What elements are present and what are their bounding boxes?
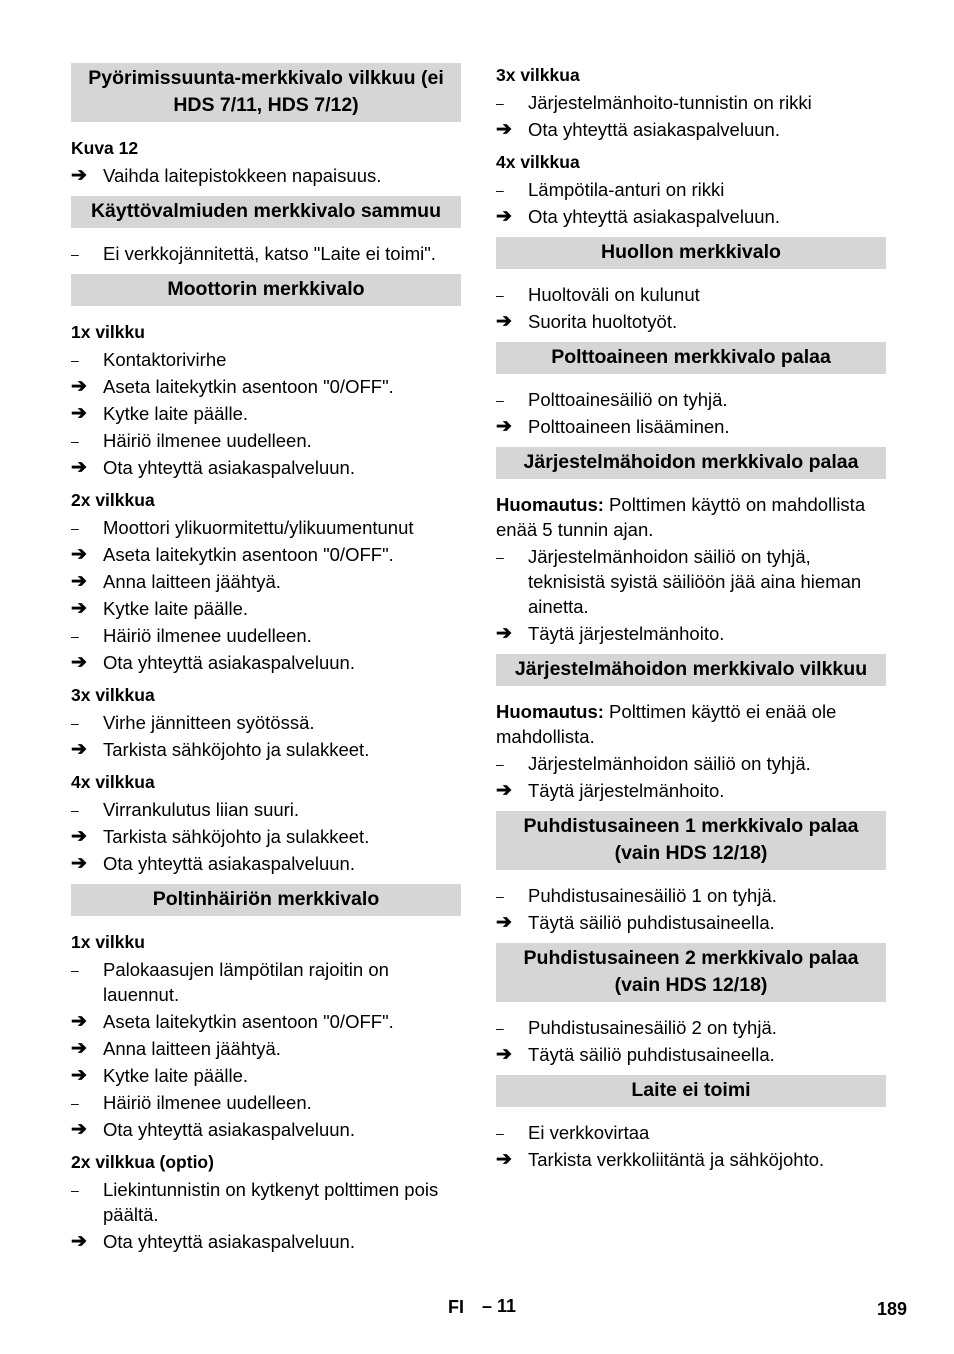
arrow-right-icon: ➔ [496,912,512,933]
arrow-right-icon: ➔ [496,1044,512,1065]
dash-icon: – [71,352,79,368]
dash-icon: – [496,888,504,904]
list-item [71,851,461,876]
section-heading: Laite ei toimi [496,1075,886,1107]
list-item-text: Kytke laite päälle. [103,403,249,424]
list-item-text: Tarkista sähköjohto ja sulakkeet. [103,739,370,760]
list-item-text: Täytä säiliö puhdistusaineella. [528,912,775,933]
list-item [71,1009,461,1034]
list-item-text: Anna laitteen jäähtyä. [103,1038,281,1059]
list-item-text: Virhe jännitteen syötössä. [103,712,315,733]
dash-icon: – [71,1095,79,1111]
section-heading: Huollon merkkivalo [496,237,886,269]
arrow-right-icon: ➔ [71,853,87,874]
arrow-right-icon: ➔ [496,206,512,227]
list-item-text: Täytä järjestelmänhoito. [528,623,725,644]
list-item [496,387,886,412]
subheading: 3x vilkkua [496,65,580,85]
list-item [496,1147,886,1172]
list-item [496,1120,886,1145]
dash-icon: – [496,1020,504,1036]
list-item [71,824,461,849]
arrow-right-icon: ➔ [71,571,87,592]
list-item [496,1015,886,1040]
list-item-text: Tarkista verkkoliitäntä ja sähköjohto. [528,1149,825,1170]
section-heading: Poltinhäiriön merkkivalo [71,884,461,916]
arrow-right-icon: ➔ [71,598,87,619]
list-item-text: Lämpötila-anturi on rikki [528,179,725,200]
list-item [496,204,886,229]
list-item-text: Vaihda laitepistokkeen napaisuus. [103,165,382,186]
list-item [71,163,461,188]
note [496,699,886,749]
section [71,63,461,188]
list-item-text: Kytke laite päälle. [103,598,249,619]
section [71,196,461,266]
list-item-text: Suorita huoltotyöt. [528,311,678,332]
list-item [71,1177,461,1227]
list-item [71,737,461,762]
section [496,811,886,935]
list-item-text: Ota yhteyttä asiakaspalveluun. [103,1231,355,1252]
list-item-text: Järjestelmänhoidon säiliö on tyhjä, teknisistä syistä säiliöön jää aina hieman ainetta. [528,546,862,617]
list-item [496,883,886,908]
list-item-text: Aseta laitekytkin asentoon "0/OFF". [103,544,394,565]
footer-section-page: – 11 [482,1296,517,1316]
subheading: 1x vilkku [71,322,145,342]
dash-icon: – [496,549,504,565]
subheading: 2x vilkkua [71,490,155,510]
list-item-text: Ei verkkovirtaa [528,1122,650,1143]
list-item-text: Ota yhteyttä asiakaspalveluun. [528,119,780,140]
section-heading: Järjestelmähoidon merkkivalo vilkkuu [496,654,886,686]
section [496,237,886,334]
note-text: Polttimen käyttö ei enää ole mahdollista. [496,701,837,747]
dash-icon: – [496,392,504,408]
arrow-right-icon: ➔ [71,1231,87,1252]
list-item-text: Ota yhteyttä asiakaspalveluun. [103,457,355,478]
dash-icon: – [496,182,504,198]
dash-icon: – [71,962,79,978]
dash-icon: – [71,802,79,818]
dash-icon: – [496,1125,504,1141]
note-text: Polttimen käyttö on mahdollista enää 5 tunnin ajan. [496,494,866,540]
list-item-text: Kontaktorivirhe [103,349,227,370]
section [496,342,886,439]
arrow-right-icon: ➔ [71,165,87,186]
arrow-right-icon: ➔ [71,1038,87,1059]
list-item [71,650,461,675]
list-item [496,90,886,115]
dash-icon: – [71,628,79,644]
list-item-text: Järjestelmänhoidon säiliö on tyhjä. [528,753,811,774]
list-item-text: Polttoaineen lisääminen. [528,416,730,437]
arrow-right-icon: ➔ [71,403,87,424]
list-item-text: Tarkista sähköjohto ja sulakkeet. [103,826,370,847]
arrow-right-icon: ➔ [71,1065,87,1086]
arrow-right-icon: ➔ [71,652,87,673]
arrow-right-icon: ➔ [71,1119,87,1140]
arrow-right-icon: ➔ [71,376,87,397]
arrow-right-icon: ➔ [71,739,87,760]
list-item [71,374,461,399]
right-column [496,62,886,1172]
section [496,1075,886,1172]
note-label: Huomautus: [496,494,604,515]
list-item [71,241,461,266]
dash-icon: – [71,246,79,262]
note [496,492,886,542]
list-item-text: Häiriö ilmenee uudelleen. [103,625,312,646]
list-item [71,710,461,735]
dash-icon: – [71,715,79,731]
dash-icon: – [71,1182,79,1198]
list-item-text: Aseta laitekytkin asentoon "0/OFF". [103,376,394,397]
list-item-text: Puhdistusainesäiliö 2 on tyhjä. [528,1017,777,1038]
dash-icon: – [71,520,79,536]
section [496,62,886,229]
list-item-text: Moottori ylikuormitettu/ylikuumentunut [103,517,414,538]
subheading: 1x vilkku [71,932,145,952]
subheading: 2x vilkkua (optio) [71,1152,214,1172]
list-item [71,428,461,453]
section [71,274,461,876]
list-item [496,282,886,307]
dash-icon: – [496,95,504,111]
list-item [71,1229,461,1254]
list-item [71,515,461,540]
list-item [496,544,886,619]
arrow-right-icon: ➔ [71,457,87,478]
page-number: 189 [877,1299,908,1319]
list-item-text: Häiriö ilmenee uudelleen. [103,1092,312,1113]
note-label: Huomautus: [496,701,604,722]
section-heading: Käyttövalmiuden merkkivalo sammuu [71,196,461,228]
list-item [71,1117,461,1142]
list-item [496,910,886,935]
list-item [496,778,886,803]
list-item-text: Ei verkkojännitettä, katso "Laite ei toimi". [103,243,436,264]
list-item-text: Puhdistusainesäiliö 1 on tyhjä. [528,885,777,906]
section-heading: Pyörimissuunta-merkkivalo vilkkuu (ei HDS 7/11, HDS 7/12) [71,63,461,122]
subheading: 3x vilkkua [71,685,155,705]
list-item [71,401,461,426]
list-item [71,957,461,1007]
list-item-text: Palokaasujen lämpötilan rajoitin on lauennut. [103,959,389,1005]
section [496,447,886,646]
dash-icon: – [496,756,504,772]
arrow-right-icon: ➔ [496,623,512,644]
dash-icon: – [71,433,79,449]
section-heading: Polttoaineen merkkivalo palaa [496,342,886,374]
section [496,654,886,803]
list-item-text: Aseta laitekytkin asentoon "0/OFF". [103,1011,394,1032]
subheading: 4x vilkkua [71,772,155,792]
list-item [71,542,461,567]
arrow-right-icon: ➔ [496,780,512,801]
list-item [71,347,461,372]
arrow-right-icon: ➔ [496,1149,512,1170]
left-column [71,63,461,1254]
list-item-text: Polttoainesäiliö on tyhjä. [528,389,728,410]
list-item-text: Ota yhteyttä asiakaspalveluun. [103,652,355,673]
arrow-right-icon: ➔ [496,311,512,332]
list-item-text: Liekintunnistin on kytkenyt polttimen pois päältä. [103,1179,439,1225]
list-item [496,177,886,202]
arrow-right-icon: ➔ [71,544,87,565]
list-item [71,623,461,648]
arrow-right-icon: ➔ [71,1011,87,1032]
list-item [71,1036,461,1061]
list-item [496,621,886,646]
list-item [71,596,461,621]
list-item-text: Täytä säiliö puhdistusaineella. [528,1044,775,1065]
section-heading: Puhdistusaineen 1 merkkivalo palaa (vain HDS 12/18) [496,811,886,870]
list-item-text: Järjestelmänhoito-tunnistin on rikki [528,92,812,113]
list-item [496,309,886,334]
list-item [496,414,886,439]
list-item-text: Huoltoväli on kulunut [528,284,700,305]
list-item-text: Ota yhteyttä asiakaspalveluun. [103,853,355,874]
arrow-right-icon: ➔ [496,119,512,140]
list-item-text: Virrankulutus liian suuri. [103,799,300,820]
list-item [71,797,461,822]
section-heading: Järjestelmähoidon merkkivalo palaa [496,447,886,479]
list-item-text: Häiriö ilmenee uudelleen. [103,430,312,451]
list-item [496,751,886,776]
list-item [71,1063,461,1088]
list-item [71,455,461,480]
section-heading: Moottorin merkkivalo [71,274,461,306]
list-item-text: Kytke laite päälle. [103,1065,249,1086]
arrow-right-icon: ➔ [71,826,87,847]
list-item [496,1042,886,1067]
list-item-text: Ota yhteyttä asiakaspalveluun. [103,1119,355,1140]
list-item-text: Täytä järjestelmänhoito. [528,780,725,801]
list-item [71,1090,461,1115]
subheading: 4x vilkkua [496,152,580,172]
list-item-text: Anna laitteen jäähtyä. [103,571,281,592]
list-item-text: Ota yhteyttä asiakaspalveluun. [528,206,780,227]
section [71,884,461,1254]
arrow-right-icon: ➔ [496,416,512,437]
footer-language: FI [448,1297,464,1317]
list-item [71,569,461,594]
list-item [496,117,886,142]
subheading: Kuva 12 [71,138,139,158]
dash-icon: – [496,287,504,303]
section-heading: Puhdistusaineen 2 merkkivalo palaa (vain HDS 12/18) [496,943,886,1002]
section [496,943,886,1067]
